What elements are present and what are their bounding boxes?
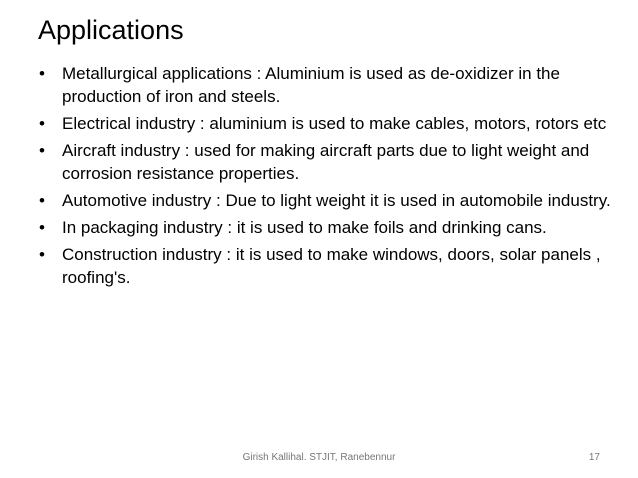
bullet-text: Aircraft industry : used for making aircraft parts due to light weight and corrosion resistance properties. bbox=[62, 141, 590, 183]
bullet-icon: • bbox=[39, 141, 45, 160]
slide-title: Applications bbox=[38, 15, 184, 45]
bullet-icon: • bbox=[39, 191, 45, 210]
bullet-text: In packaging industry : it is used to make foils and drinking cans. bbox=[62, 218, 547, 237]
bullet-icon: • bbox=[39, 218, 45, 237]
page-number: 17 bbox=[588, 452, 600, 463]
bullet-item bbox=[34, 216, 614, 239]
footer-author: Girish Kallihal. STJIT, Ranebennur bbox=[242, 452, 396, 463]
bullet-icon: • bbox=[39, 64, 45, 83]
bullet-item bbox=[34, 112, 614, 135]
bullet-text: Construction industry : it is used to make windows, doors, solar panels , roofing's. bbox=[62, 245, 601, 287]
slide-footer bbox=[0, 450, 638, 466]
bullet-item bbox=[34, 62, 614, 108]
bullet-list bbox=[34, 62, 614, 293]
bullet-item bbox=[34, 189, 614, 212]
bullet-icon: • bbox=[39, 114, 45, 133]
bullet-text: Electrical industry : aluminium is used to make cables, motors, rotors etc bbox=[62, 114, 607, 133]
bullet-text: Metallurgical applications : Aluminium is used as de-oxidizer in the production of iron and steels. bbox=[62, 64, 560, 106]
bullet-item bbox=[34, 139, 614, 185]
bullet-item bbox=[34, 243, 614, 289]
bullet-icon: • bbox=[39, 245, 45, 264]
bullet-text: Automotive industry : Due to light weight it is used in automobile industry. bbox=[62, 191, 611, 210]
